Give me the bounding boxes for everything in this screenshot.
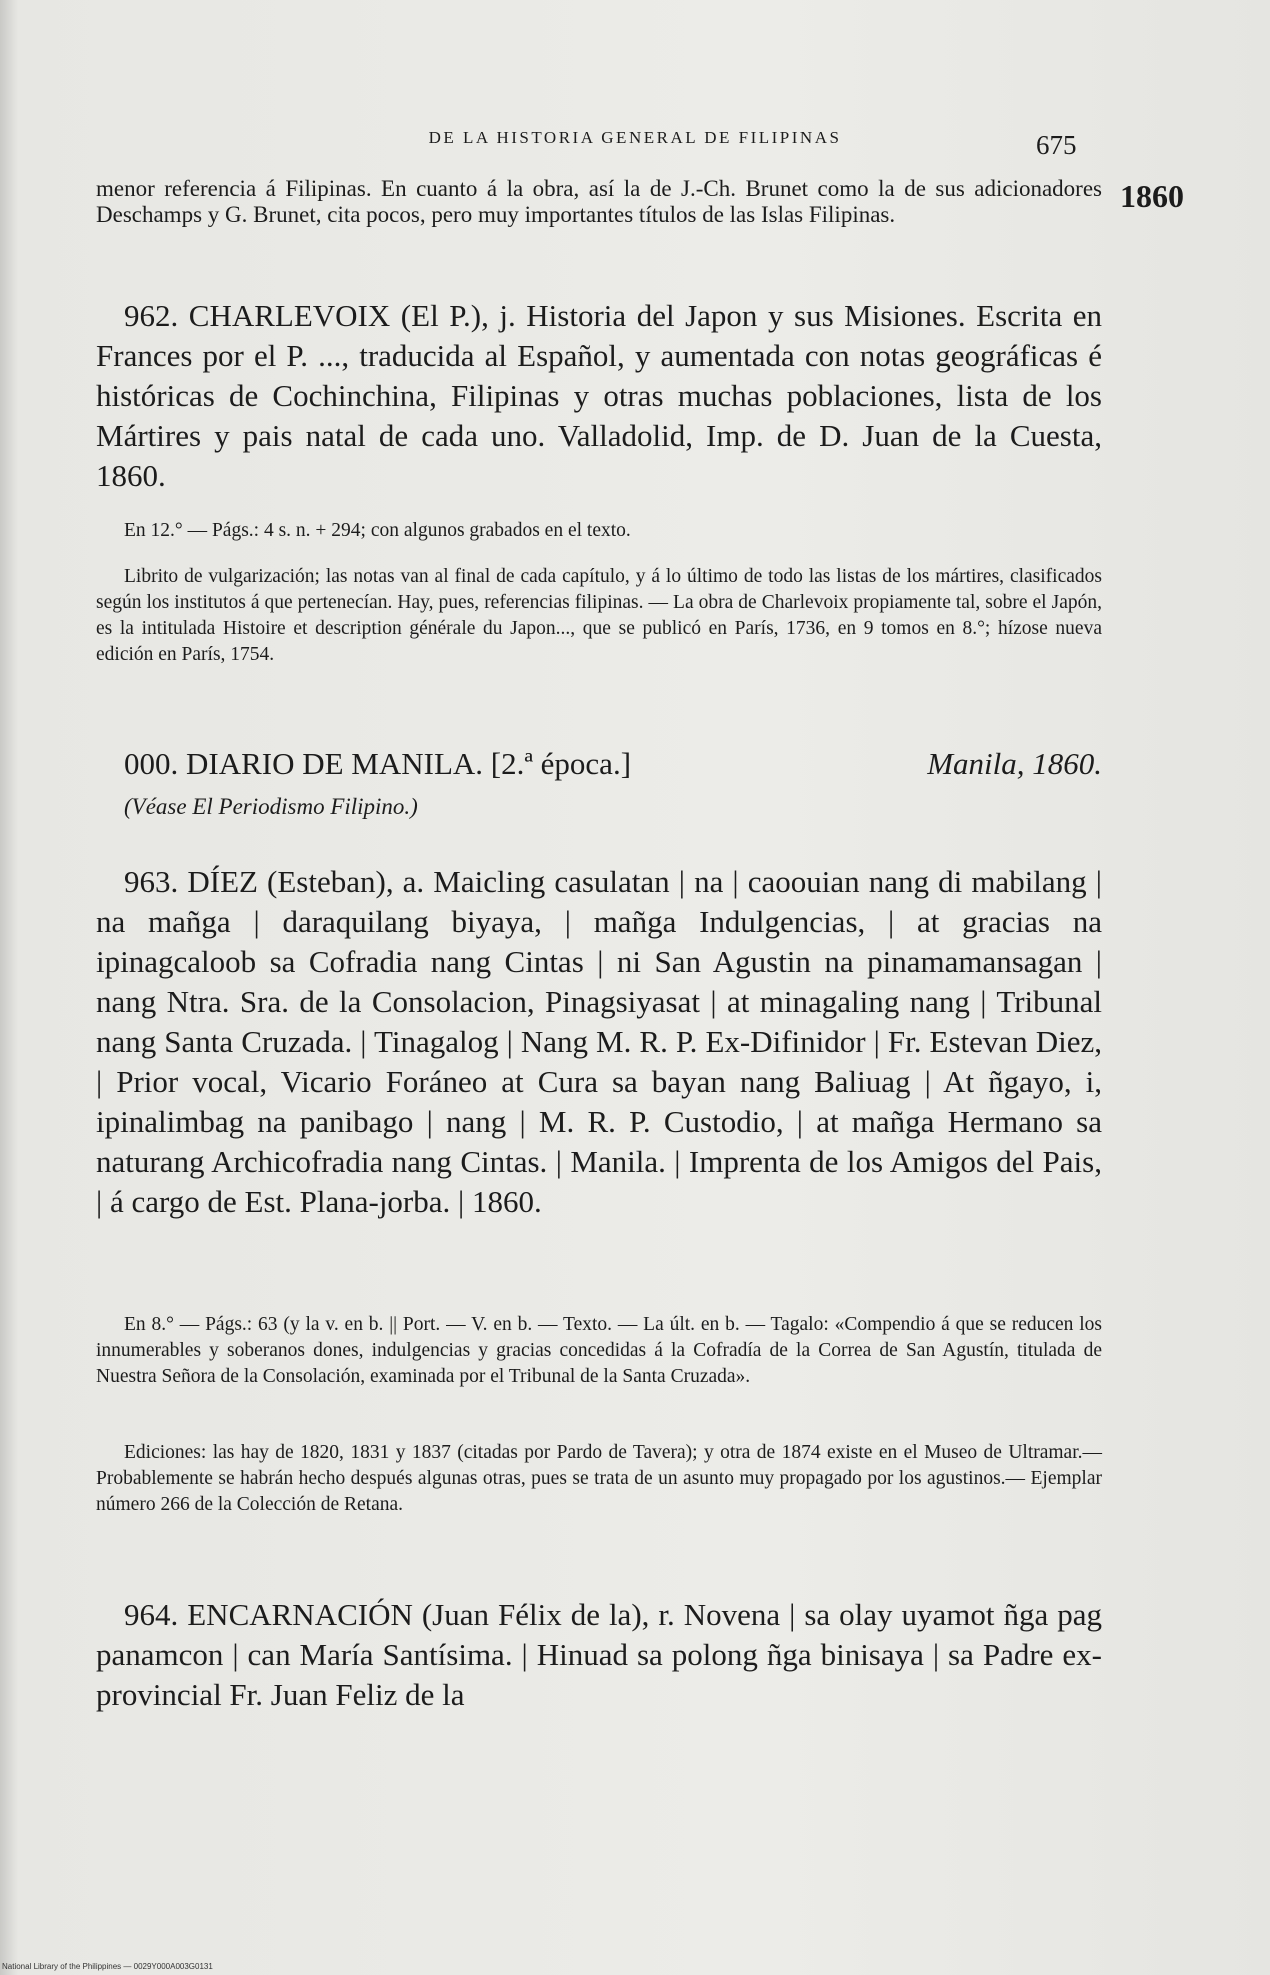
entry-000-imprint: Manila, 1860. <box>927 746 1102 781</box>
entry-962-comment-text: Librito de vulgarización; las notas van al final de cada capítulo, y á lo último de todo las listas de los mártires, clasificados según los institutos á que pertenecían. Hay, pues, referencias filipinas. — La obra de Charlevoix propiamente tal, sobre el Japón, es la intitulada Histoire et description générale du Japon..., que se publicó en París, 1736, en 9 tomos en 8.°; hízose nueva edición en París, 1754. <box>96 566 1102 665</box>
intro-text: menor referencia á Filipinas. En cuanto á la obra, así la de J.-Ch. Brunet como la de sus adicionadores Deschamps y G. Brunet, cita pocos, pero muy importantes títulos de las Islas Filipinas. <box>96 176 1102 227</box>
entry-963-main <box>96 862 1102 1222</box>
entry-962-format <box>96 518 1102 544</box>
entry-962-format-text: En 12.° — Págs.: 4 s. n. + 294; con algunos grabados en el texto. <box>124 520 631 541</box>
entry-963-comment-text: Ediciones: las hay de 1820, 1831 y 1837 (citadas por Pardo de Tavera); y otra de 1874 existe en el Museo de Ultramar.—Probablemente se habrán hecho después algunas otras, pues se trata de un asunto muy propagado por los agustinos.— Ejemplar número 266 de la Colección de Retana. <box>96 1442 1102 1515</box>
entry-962-comment <box>96 564 1102 668</box>
entry-000 <box>96 746 1102 822</box>
intro-paragraph <box>96 176 1102 228</box>
entry-963-comment <box>96 1440 1102 1518</box>
entry-962-main <box>96 296 1102 496</box>
footer-stamp: National Library of the Philippines — 0029Y000A003G0131 <box>2 1962 213 1971</box>
entry-963-format <box>96 1312 1102 1390</box>
entry-964-main <box>96 1595 1102 1715</box>
entry-000-note: (Véase El Periodismo Filipino.) <box>124 794 418 819</box>
entry-963-format-text: En 8.° — Págs.: 63 (y la v. en b. || Port. — V. en b. — Texto. — La últ. en b. — Tagalo: «Compendio á que se reducen los innumerables y soberanos dones, indulgencias y gracias concedidas á la Cofradía de la Correa de San Agustín, titulada de Nuestra Señora de la Consolación, examinada por el Tribunal de la Santa Cruzada». <box>96 1314 1102 1387</box>
entry-000-title: 000. DIARIO DE MANILA. [2.ª época.] <box>124 746 632 781</box>
running-title: DE LA HISTORIA GENERAL DE FILIPINAS <box>428 128 842 147</box>
entry-964-text: 964. ENCARNACIÓN (Juan Félix de la), r. Novena | sa olay uyamot ñga pag panamcon | can María Santísima. | Hinuad sa polong ñga binisaya | sa Padre ex-provincial Fr. Juan Feliz de la <box>96 1597 1102 1712</box>
year-marker: 1860 <box>1120 178 1184 214</box>
entry-000-line <box>96 746 1102 782</box>
entry-963-text: 963. DÍEZ (Esteban), a. Maicling casulatan | na | caoouian nang di mabilang | na mañga | daraquilang biyaya, | mañga Indulgencias, | at gracias na ipinagcaloob sa Cofradia nang Cintas | ni San Agustin na pinamamansagan | nang Ntra. Sra. de la Consolacion, Pinagsiyasat | at minagaling nang | Tribunal nang Santa Cruzada. | Tinagalog | Nang M. R. P. Ex-Difinidor | Fr. Estevan Diez, | Prior vocal, Vicario Foráneo at Cura sa bayan nang Baliuag | At ñgayo, i, ipinalimbag na panibago | nang | M. R. P. Custodio, | at mañga Hermano sa naturang Archicofradia nang Cintas. | Manila. | Imprenta de los Amigos del Pais, | á cargo de Est. Plana-jorba. | 1860. <box>96 864 1102 1219</box>
entry-962-text: 962. CHARLEVOIX (El P.), j. Historia del Japon y sus Misiones. Escrita en Frances por el P. ..., traducida al Español, y aumentada con notas geográficas é históricas de Cochinchina, Filipinas y otras muchas poblaciones, lista de los Mártires y pais natal de cada uno. Valladolid, Imp. de D. Juan de la Cuesta, 1860. <box>96 298 1102 493</box>
page-number: 675 <box>1036 130 1077 160</box>
